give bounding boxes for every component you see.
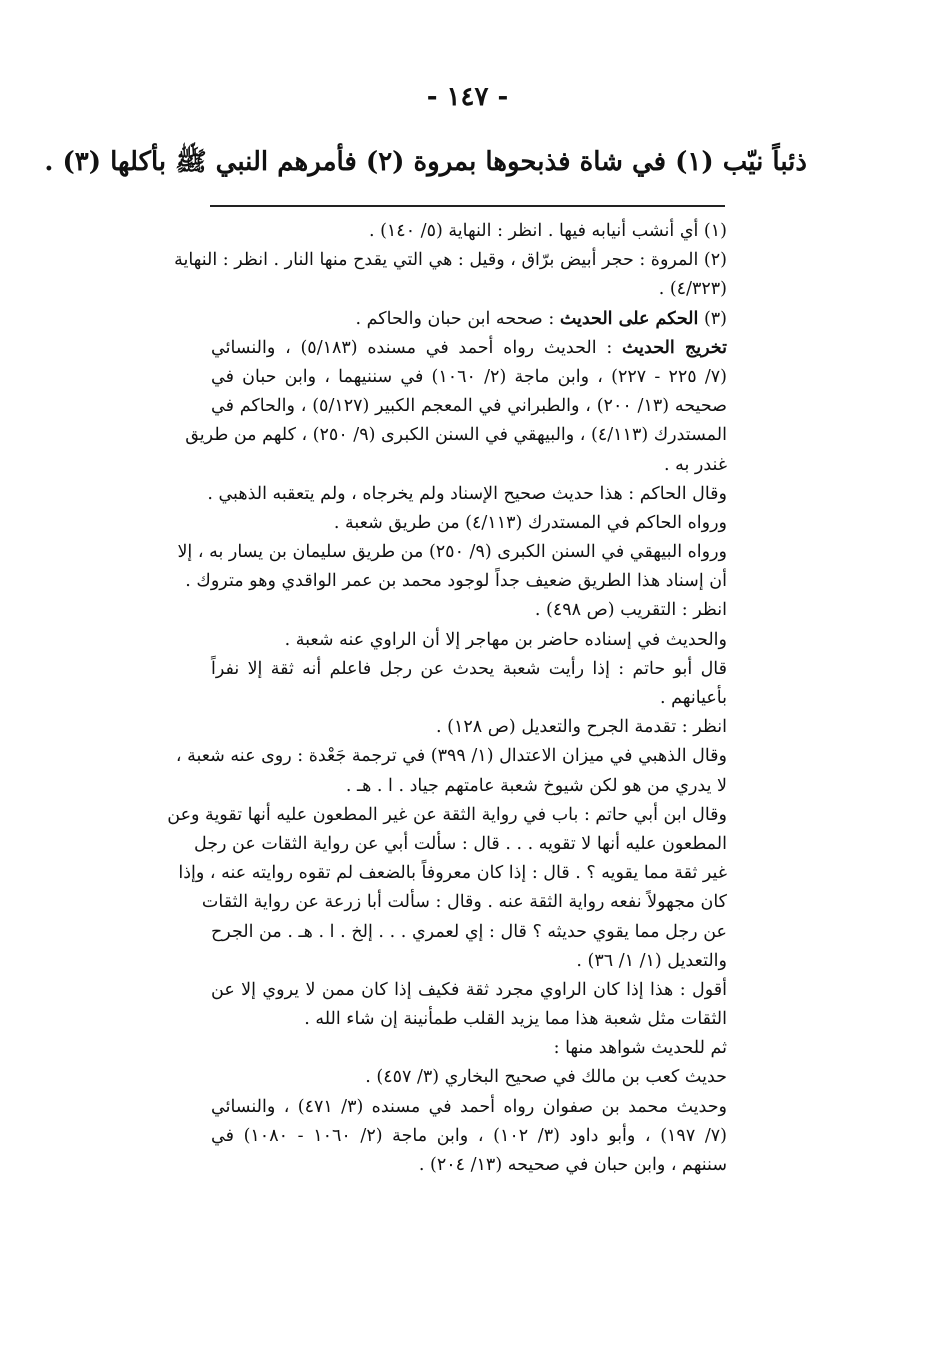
footnote-3-marker: (٣) xyxy=(703,308,727,329)
footnote-line: ورواه الحاكم في المستدرك (٤/١١٣) من طريق شعبة . xyxy=(333,512,727,533)
footnote-line: أن إسناد هذا الطريق ضعيف جداً لوجود محمد بن عمر الواقدي وهو متروك . xyxy=(185,571,727,592)
footnotes xyxy=(167,217,727,1180)
page-number: - ١٤٧ - xyxy=(426,82,509,112)
footnote-line: بأعيانهم . xyxy=(660,688,727,708)
footnote-line: والتعديل (١/ ١/ ٣٦) . xyxy=(576,950,727,971)
footnote-line: الثقات مثل شعبة هذا مما يزيد القلب طمأنينة إن شاء الله . xyxy=(304,1009,727,1030)
footnote-line: وقال الحاكم : هذا حديث صحيح الإسناد ولم يخرجاه ، ولم يتعقبه الذهبي . xyxy=(207,483,727,504)
ruling-text: : صححه ابن حبان والحاكم . xyxy=(355,308,555,329)
footnote-line: لا يدري من هو لكن شيوخ شعبة عامتهم جياد . ا . هـ . xyxy=(345,775,727,796)
footnote-line: غير ثقة مما يقويه ؟ . قال : إذا كان معروفاً بالضعف لم تقوه روايته عنه ، وإذا xyxy=(178,863,727,884)
hadith-text: ذئباً نيّب (١) في شاة فذبحوها بمروة (٢) فأمرهم النبي ﷺ بأكلها (٣) . xyxy=(44,147,807,177)
footnote-line: حديث كعب بن مالك في صحيح البخاري (٣/ ٤٥٧) . xyxy=(365,1067,727,1088)
footnote-line: (٧/ ٢٢٥ - ٢٢٧) ، وابن ماجة (٢/ ١٠٦٠) في سننيهما ، وابن حبان في xyxy=(211,366,727,387)
footnote-line: صحيحه (١٣/ ٢٠٠) ، والطبراني في المعجم الكبير (٥/١٢٧) ، والحاكم في xyxy=(211,396,727,417)
footnote-line: انظر : التقريب (ص ٤٩٨) . xyxy=(534,600,727,621)
footnote-line: انظر : تقدمة الجرح والتعديل (ص ١٢٨) . xyxy=(436,717,727,738)
footnote-line: ثم للحديث شواهد منها : xyxy=(553,1038,727,1059)
takhrij-heading: تخريج الحديث xyxy=(621,337,727,358)
footnote-2-line-1: (٢) المروة : حجر أبيض برّاق ، وقيل : هي التي يقدح منها النار . انظر : النهاية xyxy=(174,250,727,271)
footnote-line: وحديث محمد بن صفوان رواه أحمد في مسنده (٣/ ٤٧١) ، والنسائي xyxy=(211,1096,727,1117)
footnote-line: كان مجهولاً نفعه رواية الثقة عنه . وقال : سألت أبا زرعة عن رواية الثقات xyxy=(201,892,727,913)
footnote-1: (١) أي أنشب أنيابه فيها . انظر : النهاية (٥/ ١٤٠) . xyxy=(368,221,727,241)
takhrij-line-1 xyxy=(211,334,727,363)
footnote-line: (٧/ ١٩٧) ، وأبو داود (٣/ ١٠٢) ، وابن ماجة (٢/ ١٠٦٠ - ١٠٨٠) في xyxy=(211,1125,727,1146)
footnote-line: المطعون عليه أنها لا تقويه . . . قال : سألت أبي عن رواية الثقات عن رجل xyxy=(193,833,727,854)
footnote-line: أقول : هذا إذا كان الراوي مجرد ثقة فكيف إذا كان ممن لا يروي إلا عن xyxy=(211,979,727,1000)
footnote-line: المستدرك (٤/١١٣) ، والبيهقي في السنن الكبرى (٩/ ٢٥٠) ، كلهم من طريق xyxy=(185,425,727,446)
footnote-3-line-1 xyxy=(211,305,727,334)
footnote-line: وقال ابن أبي حاتم : باب في رواية الثقة عن غير المطعون عليه أنها تقوية وعن xyxy=(167,804,727,825)
footnote-2-line-2: (٤/٣٢٣) . xyxy=(658,279,727,300)
footnote-line: ورواه البيهقي في السنن الكبرى (٩/ ٢٥٠) من طريق سليمان بن يسار به ، إلا xyxy=(177,542,727,563)
takhrij-text: : الحديث رواه أحمد في مسنده (٥/١٨٣) ، والنسائي xyxy=(211,337,613,358)
footnote-separator xyxy=(210,205,725,207)
footnote-line: سننهم ، وابن حبان في صحيحه (١٣/ ٢٠٤) . xyxy=(418,1155,727,1175)
footnote-line: قال أبو حاتم : إذا رأيت شعبة يحدث عن رجل فاعلم أنه ثقة إلا نفراً xyxy=(211,658,727,679)
footnote-line: والحديث في إسناده حاضر بن مهاجر إلا أن الراوي عنه شعبة . xyxy=(284,629,727,650)
footnote-line: عن رجل مما يقوي حديثه ؟ قال : إي لعمري . . . إلخ . ا . هـ . من الجرح xyxy=(211,921,727,942)
footnote-line: غندر به . xyxy=(663,454,727,475)
footnote-line: وقال الذهبي في ميزان الاعتدال (١/ ٣٩٩) في ترجمة جَعْدة : روى عنه شعبة ، xyxy=(175,746,727,767)
ruling-heading: الحكم على الحديث xyxy=(559,308,699,329)
